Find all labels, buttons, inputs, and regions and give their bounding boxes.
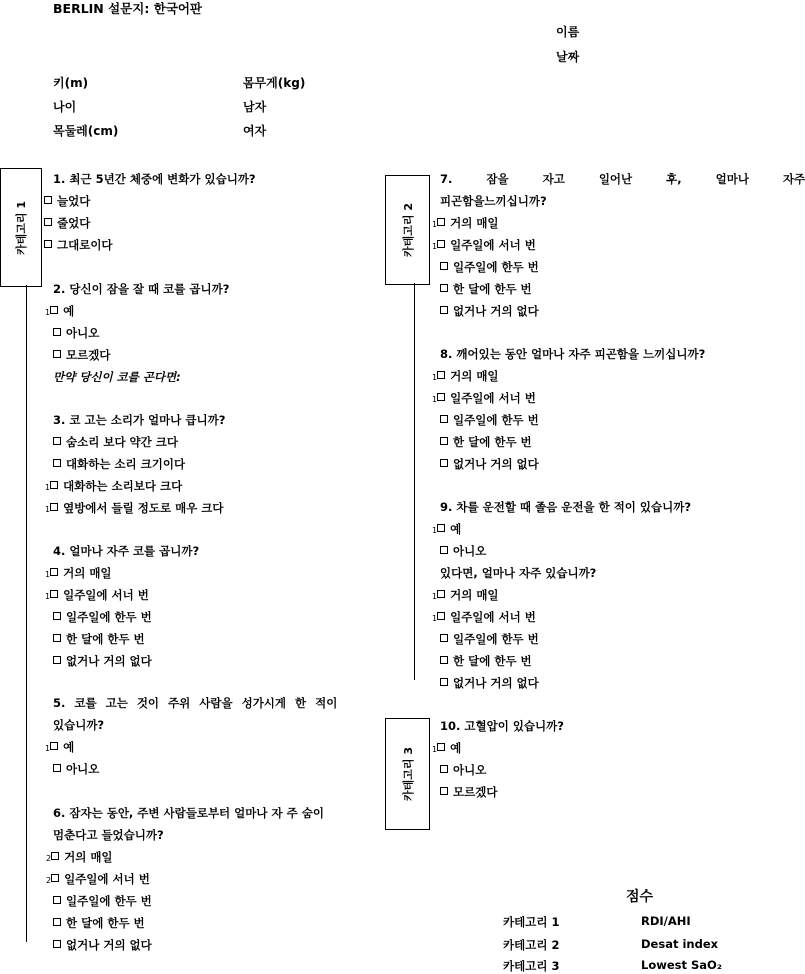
q8-text: 8. 깨어있는 동안 얼마나 자주 피곤함을 느끼십니까? (440, 347, 706, 361)
checkbox (44, 240, 52, 248)
checkbox (53, 437, 61, 445)
scoring-category: 카테고리 3 (503, 959, 560, 973)
checkbox (50, 568, 58, 576)
checkbox (53, 940, 61, 948)
q5-text-line2: 있습니까? (53, 718, 105, 732)
female-label: 여자 (243, 124, 267, 138)
q7-option[interactable]: 일주일에 한두 번 (440, 259, 539, 275)
q3-option[interactable]: 숨소리 보다 약간 크다 (53, 434, 178, 450)
q7-option[interactable]: 한 달에 한두 번 (440, 281, 532, 297)
q7-text-line1: 7. 잠을 자고 일어난 후, 얼마나 자주 (440, 172, 805, 186)
checkbox (437, 743, 445, 751)
checkbox (50, 503, 58, 511)
checkbox (50, 481, 58, 489)
q6-option[interactable]: 일주일에 한두 번 (53, 893, 152, 909)
date-label: 날짜 (556, 50, 580, 64)
checkbox (53, 764, 61, 772)
q4-option[interactable]: 일주일에 한두 번 (53, 609, 152, 625)
form-title: BERLIN 설문지: 한국어판 (53, 1, 202, 16)
category-3-box (385, 718, 430, 830)
q10-option[interactable]: 모르겠다 (440, 784, 497, 800)
q9-option[interactable]: 아니오 (440, 543, 486, 559)
checkbox (53, 656, 61, 664)
category-1-box (0, 168, 42, 287)
q10-option[interactable]: 1 예 (432, 741, 462, 755)
q6-option[interactable]: 2 거의 매일 (46, 850, 113, 864)
checkbox (53, 328, 61, 336)
q9-followup-option[interactable]: 한 달에 한두 번 (440, 653, 532, 669)
checkbox (440, 262, 448, 270)
q4-option[interactable]: 한 달에 한두 번 (53, 631, 145, 647)
checkbox (53, 350, 61, 358)
checkbox (440, 787, 448, 795)
scoring-category: 카테고리 1 (503, 915, 560, 929)
checkbox (437, 371, 445, 379)
height-label: 키(m) (53, 76, 89, 90)
q8-option[interactable]: 한 달에 한두 번 (440, 434, 532, 450)
neck-label: 목둘레(cm) (53, 124, 119, 138)
q2-option[interactable]: 아니오 (53, 325, 99, 341)
checkbox (50, 742, 58, 750)
checkbox (440, 415, 448, 423)
category-3-label: 카테고리 3 (401, 747, 415, 801)
q1-text: 1. 최근 5년간 체중에 변화가 있습니까? (53, 172, 256, 186)
checkbox (51, 852, 59, 860)
checkbox (53, 634, 61, 642)
checkbox (440, 437, 448, 445)
q4-text: 4. 얼마나 자주 코를 곱니까? (53, 544, 200, 558)
name-label: 이름 (556, 25, 580, 39)
checkbox (440, 656, 448, 664)
checkbox (53, 612, 61, 620)
q4-option[interactable]: 1 거의 매일 (45, 566, 112, 580)
q9-followup: 있다면, 얼마나 자주 있습니까? (440, 566, 597, 580)
category-1-line (26, 285, 27, 942)
q2-option[interactable]: 1 예 (45, 304, 75, 318)
q9-followup-option[interactable]: 없거나 거의 없다 (440, 675, 539, 691)
checkbox (437, 590, 445, 598)
q5-option[interactable]: 아니오 (53, 761, 99, 777)
category-2-box (385, 175, 430, 285)
q9-followup-option[interactable]: 1 일주일에 서너 번 (432, 610, 536, 624)
checkbox (440, 678, 448, 686)
checkbox (440, 765, 448, 773)
q1-option[interactable]: 그대로이다 (44, 237, 113, 253)
q4-option[interactable]: 1 일주일에 서너 번 (45, 588, 149, 602)
q5-option[interactable]: 1 예 (45, 740, 75, 754)
q2-text: 2. 당신이 잠을 잘 때 코를 곱니까? (53, 282, 230, 296)
checkbox (44, 196, 52, 204)
checkbox (440, 284, 448, 292)
male-label: 남자 (243, 100, 267, 114)
scoring-measure: Lowest SaO₂ (641, 958, 722, 972)
q10-option[interactable]: 아니오 (440, 762, 486, 778)
q5-text-line1: 5. 코를 고는 것이 주위 사람을 성가시게 한 적이 (53, 696, 338, 710)
checkbox (51, 874, 59, 882)
q1-option[interactable]: 줄었다 (44, 215, 90, 231)
q7-option[interactable]: 1 일주일에 서너 번 (432, 238, 536, 252)
checkbox (437, 393, 445, 401)
q7-option[interactable]: 없거나 거의 없다 (440, 303, 539, 319)
checkbox (437, 240, 445, 248)
checkbox (53, 896, 61, 904)
checkbox (437, 218, 445, 226)
q2-note: 만약 당신이 코를 곤다면: (53, 370, 181, 384)
q8-option[interactable]: 없거나 거의 없다 (440, 456, 539, 472)
checkbox (50, 590, 58, 598)
q9-followup-option[interactable]: 1 거의 매일 (432, 588, 499, 602)
checkbox (440, 459, 448, 467)
category-2-label: 카테고리 2 (401, 203, 415, 257)
category-2-line (414, 283, 415, 680)
q8-option[interactable]: 일주일에 한두 번 (440, 412, 539, 428)
q8-option[interactable]: 1 일주일에 서너 번 (432, 391, 536, 405)
q3-option[interactable]: 대화하는 소리 크기이다 (53, 456, 185, 472)
scoring-measure: RDI/AHI (641, 914, 691, 928)
category-1-label: 카테고리 1 (15, 200, 28, 255)
checkbox (440, 546, 448, 554)
scoring-title: 점수 (626, 889, 654, 905)
q6-option[interactable]: 없거나 거의 없다 (53, 937, 152, 953)
age-label: 나이 (53, 100, 77, 114)
q6-text-line2: 멈춘다고 들었습니까? (53, 828, 164, 842)
q9-followup-option[interactable]: 일주일에 한두 번 (440, 631, 539, 647)
q3-option[interactable]: 1 옆방에서 들릴 정도로 매우 크다 (45, 501, 224, 515)
scoring-measure: Desat index (641, 937, 719, 951)
q1-option[interactable]: 늘었다 (44, 193, 90, 209)
q6-text-line1: 6. 잠자는 동안, 주변 사람들로부터 얼마나 자 주 숨이 (53, 806, 324, 820)
checkbox (440, 306, 448, 314)
checkbox (53, 459, 61, 467)
checkbox (44, 218, 52, 226)
q9-text: 9. 차를 운전할 때 졸음 운전을 한 적이 있습니까? (440, 500, 692, 514)
weight-label: 몸무게(kg) (243, 76, 306, 90)
q3-text: 3. 코 고는 소리가 얼마나 큽니까? (53, 413, 226, 427)
q8-option[interactable]: 1 거의 매일 (432, 369, 499, 383)
checkbox (440, 634, 448, 642)
q7-option[interactable]: 1 거의 매일 (432, 216, 499, 230)
q3-option[interactable]: 1 대화하는 소리보다 크다 (45, 479, 183, 493)
checkbox (50, 306, 58, 314)
q10-text: 10. 고혈압이 있습니까? (440, 719, 564, 733)
q2-option[interactable]: 모르겠다 (53, 347, 110, 363)
q6-option[interactable]: 한 달에 한두 번 (53, 915, 145, 931)
checkbox (437, 524, 445, 532)
q9-option[interactable]: 1 예 (432, 522, 462, 536)
q6-option[interactable]: 2 일주일에 서너 번 (46, 872, 150, 886)
q7-text-line2: 피곤함을느끼십니까? (440, 194, 547, 208)
checkbox (437, 612, 445, 620)
q4-option[interactable]: 없거나 거의 없다 (53, 653, 152, 669)
checkbox (53, 918, 61, 926)
scoring-category: 카테고리 2 (503, 938, 560, 952)
